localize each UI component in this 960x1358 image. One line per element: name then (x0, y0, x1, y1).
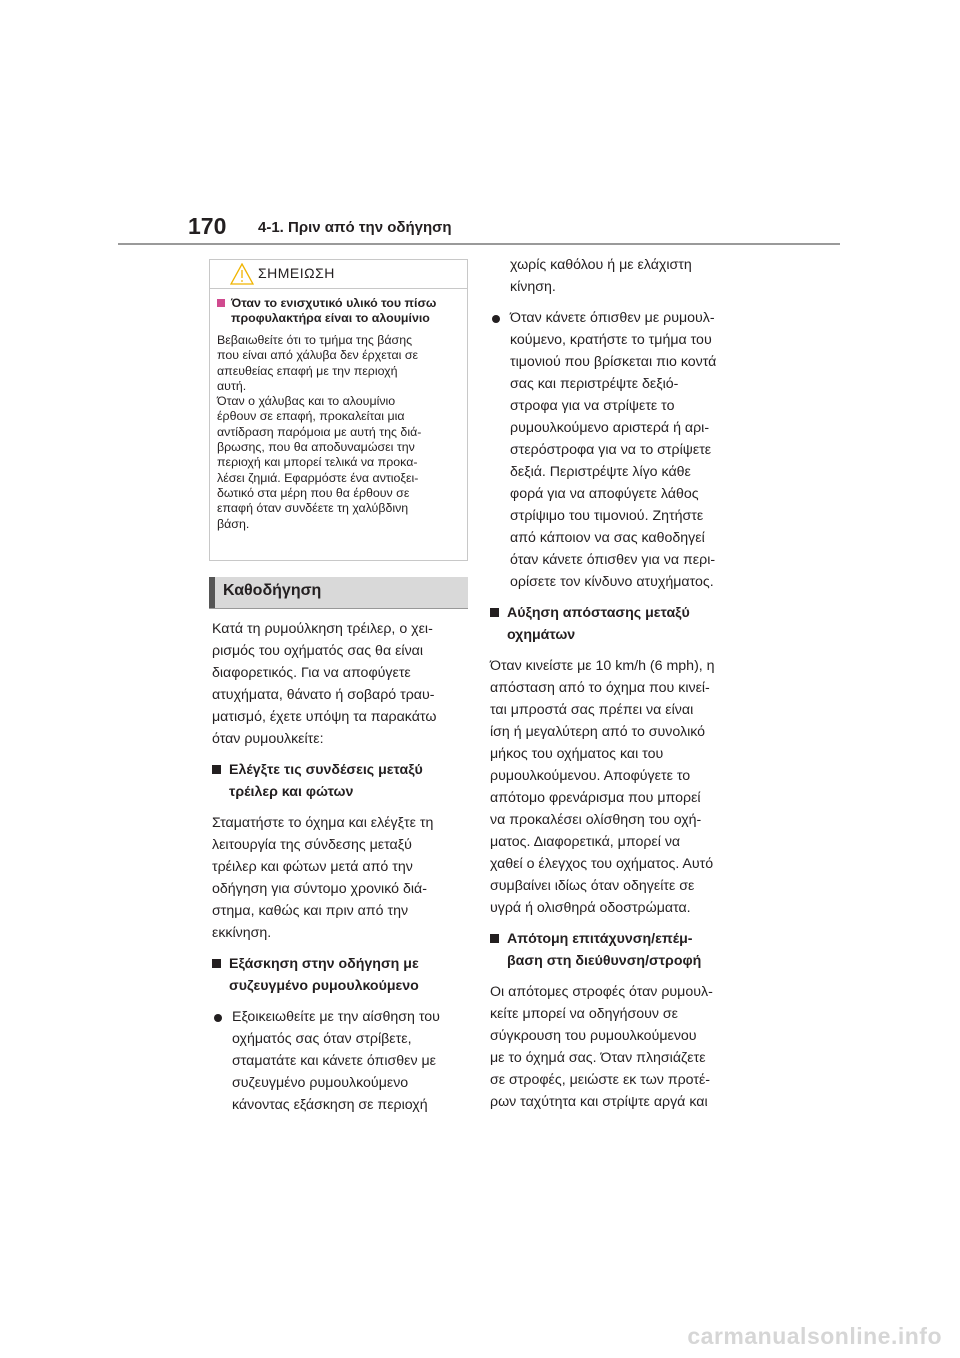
header-divider (118, 243, 840, 245)
subheading-check-connections: Ελέγξτε τις συνδέσεις μεταξύ τρέιλερ και φώτων (212, 759, 474, 803)
square-bullet-icon (217, 299, 225, 307)
note-box (209, 259, 468, 561)
subheading-increase-distance: Αύξηση απόστασης μεταξύ οχημάτων (490, 602, 762, 646)
check-connections-text: Σταματήστε το όχημα και ελέγξτε τη λειτουργία της σύνδεσης μεταξύ τρέιλερ και φώτων μετά από την οδήγηση για σύντομο χρονικό διά- στημα, καθώς και πριν από την εκκίνηση. (212, 815, 434, 941)
bullet-familiarize-continued: χωρίς καθόλου ή με ελάχιστη κίνηση. (510, 257, 692, 295)
square-bullet-icon (212, 959, 221, 968)
section-band (209, 577, 468, 608)
band-title: Καθοδήγηση (223, 582, 322, 599)
band-divider (209, 608, 468, 609)
note-heading: Όταν το ενισχυτικό υλικό του πίσω προφυλακτήρα είναι το αλουμίνιο (217, 296, 461, 326)
bullet-reversing: Όταν κάνετε όπισθεν με ρυμουλ- κούμενο, κρατήστε το τμήμα του τιμονιού που βρίσκεται πιο κοντά σας και περιστρέψτε δεξιό- στροφα για να στρίψετε το ρυμουλκούμενο αριστερά ή αρι- στερόστροφα για να το στρίψετε δεξιά. Περιστρέψτε λίγο κάθε φορά για να αποφύγετε λάθος στρίψιμο του τιμονιού. Ζητήστε από κάποιον να σας καθοδηγεί όταν κάνετε όπισθεν για να περι- ορίσετε τον κίνδυνο ατυχήματος. (490, 307, 762, 593)
section-title: 4-1. Πριν από την οδήγηση (258, 219, 452, 236)
square-bullet-icon (490, 608, 499, 617)
bullet-dot-icon (492, 315, 500, 323)
warning-triangle-icon (230, 263, 254, 285)
bullet-familiarize: Εξοικειωθείτε με την αίσθηση του οχήματός σας όταν στρίβετε, σταματάτε και κάνετε όπισθεν με συζευγμένο ρυμουλκούμενο κάνοντας εξάσκηση σε περιοχή (212, 1006, 474, 1116)
page-number: 170 (188, 213, 227, 239)
bullet-dot-icon (214, 1014, 222, 1022)
subheading-practice: Εξάσκηση στην οδήγηση με συζευγμένο ρυμουλκούμενο (212, 953, 474, 997)
sudden-steering-text: Οι απότομες στροφές όταν ρυμουλ- κείτε μπορεί να οδηγήσουν σε σύγκρουση του ρυμουλκούμενου με το όχημά σας. Όταν πλησιάζετε σε στροφές, μειώστε εκ των προτέ- ρων ταχύτητα και στρίψτε αργά και (490, 984, 713, 1110)
square-bullet-icon (490, 934, 499, 943)
right-column (490, 254, 762, 1113)
watermark: carmanualsonline.info (687, 1323, 942, 1349)
band-accent (209, 577, 215, 608)
note-text: Βεβαιωθείτε ότι το τμήμα της βάσης που είναι από χάλυβα δεν έρχεται σε απευθείας επαφή με την περιοχή αυτή. Όταν ο χάλυβας και το αλουμίνιο έρθουν σε επαφή, προκαλείται μια αντίδραση παρόμοια με αυτή της διά- βρωσης, που θα αποδυναμώσει την περιοχή και μπορεί τελικά να προκα- λέσει ζημιά. Εφαρμόστε ένα αντιοξει- δωτικό στα μέρη που θα έρθουν σε επαφή όταν συνδέετε τη χαλύβδινη βάση. (217, 333, 422, 531)
note-header (210, 260, 467, 289)
increase-distance-text: Όταν κινείστε με 10 km/h (6 mph), η απόσταση από το όχημα που κινεί- ται μπροστά σας πρέπει να είναι ίση ή μεγαλύτερη από το συνολικό μήκος του οχήματος και του ρυμουλκούμενου. Αποφύγετε το απότομο φρενάρισμα που μπορεί να προκαλέσει ολίσθηση του οχή- ματος. Διαφορετικά, μπορεί να χαθεί ο έλεγχος του οχήματος. Αυτό συμβαίνει ιδίως όταν οδηγείτε σε υγρά ή ολισθηρά οδοστρώματα. (490, 658, 715, 916)
square-bullet-icon (212, 765, 221, 774)
left-column (212, 618, 474, 1116)
note-label: ΣΗΜΕΙΩΣΗ (258, 265, 335, 281)
intro-paragraph: Κατά τη ρυμούλκηση τρέιλερ, ο χει- ρισμός του οχήματός σας θα είναι διαφορετικός. Για να αποφύγετε ατυχήματα, θάνατο ή σοβαρό τραυ- ματισμό, έχετε υπόψη τα παρακάτω όταν ρυμουλκείτε: (212, 621, 437, 747)
subheading-sudden-steering: Απότομη επιτάχυνση/επέμ- βαση στη διεύθυνση/στροφή (490, 928, 762, 972)
